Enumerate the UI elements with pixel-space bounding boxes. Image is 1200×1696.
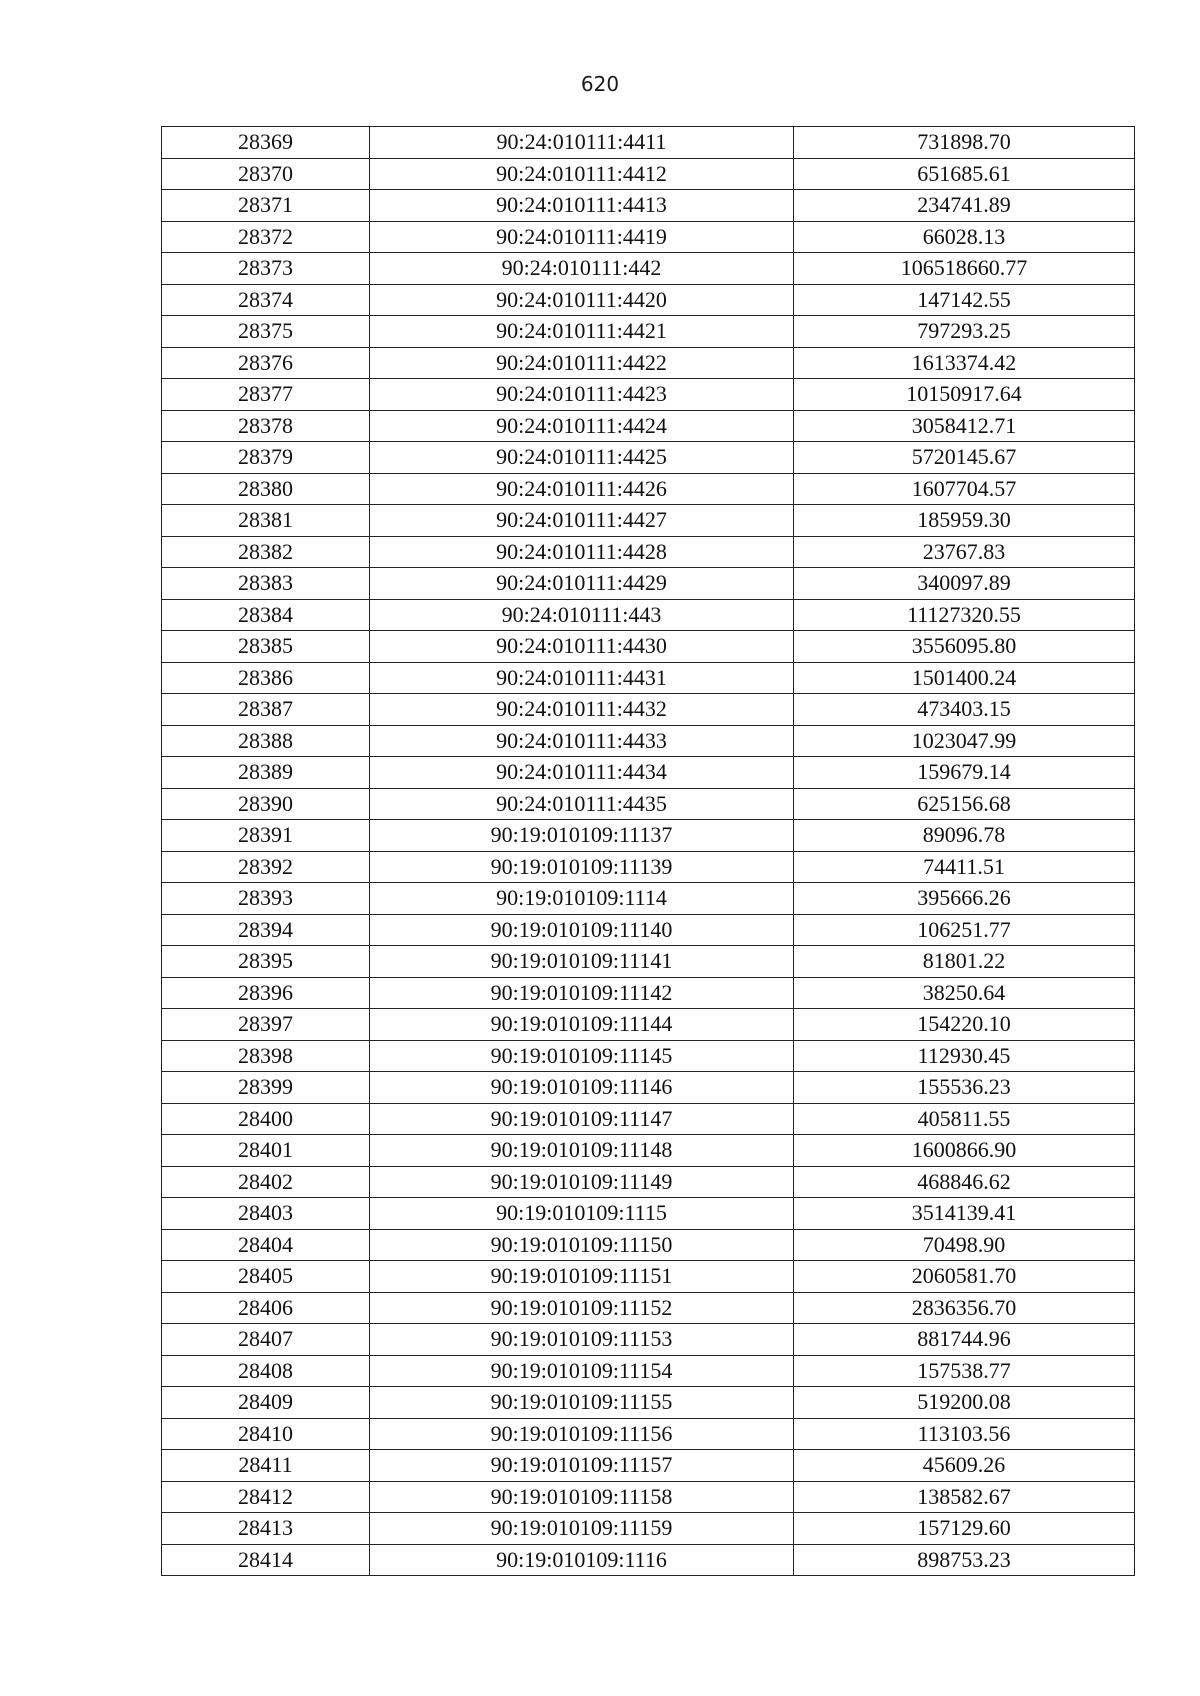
table-row bbox=[162, 977, 1135, 1009]
value-cell: 1607704.57 bbox=[794, 473, 1135, 505]
table-row bbox=[162, 788, 1135, 820]
table-row bbox=[162, 946, 1135, 978]
table-row bbox=[162, 1040, 1135, 1072]
row-number-cell: 28380 bbox=[162, 473, 370, 505]
table-row bbox=[162, 1324, 1135, 1356]
table-row bbox=[162, 662, 1135, 694]
row-number-cell: 28392 bbox=[162, 851, 370, 883]
value-cell: 468846.62 bbox=[794, 1166, 1135, 1198]
value-cell: 881744.96 bbox=[794, 1324, 1135, 1356]
row-number-cell: 28378 bbox=[162, 410, 370, 442]
row-number-cell: 28373 bbox=[162, 253, 370, 285]
cadastral-number-cell: 90:19:010109:11141 bbox=[370, 946, 794, 978]
value-cell: 3058412.71 bbox=[794, 410, 1135, 442]
table-row bbox=[162, 1481, 1135, 1513]
table-row bbox=[162, 725, 1135, 757]
value-cell: 157129.60 bbox=[794, 1513, 1135, 1545]
cadastral-number-cell: 90:24:010111:4431 bbox=[370, 662, 794, 694]
value-cell: 1501400.24 bbox=[794, 662, 1135, 694]
table-row bbox=[162, 1103, 1135, 1135]
row-number-cell: 28402 bbox=[162, 1166, 370, 1198]
row-number-cell: 28386 bbox=[162, 662, 370, 694]
value-cell: 1600866.90 bbox=[794, 1135, 1135, 1167]
cadastral-number-cell: 90:24:010111:4425 bbox=[370, 442, 794, 474]
cadastral-number-cell: 90:19:010109:11142 bbox=[370, 977, 794, 1009]
row-number-cell: 28394 bbox=[162, 914, 370, 946]
row-number-cell: 28414 bbox=[162, 1544, 370, 1576]
cadastral-number-cell: 90:19:010109:11159 bbox=[370, 1513, 794, 1545]
table-row bbox=[162, 1513, 1135, 1545]
row-number-cell: 28391 bbox=[162, 820, 370, 852]
table-body bbox=[162, 127, 1135, 1576]
value-cell: 3514139.41 bbox=[794, 1198, 1135, 1230]
cadastral-number-cell: 90:24:010111:4433 bbox=[370, 725, 794, 757]
value-cell: 625156.68 bbox=[794, 788, 1135, 820]
row-number-cell: 28384 bbox=[162, 599, 370, 631]
value-cell: 234741.89 bbox=[794, 190, 1135, 222]
cadastral-number-cell: 90:19:010109:11139 bbox=[370, 851, 794, 883]
row-number-cell: 28385 bbox=[162, 631, 370, 663]
row-number-cell: 28403 bbox=[162, 1198, 370, 1230]
cadastral-number-cell: 90:19:010109:11147 bbox=[370, 1103, 794, 1135]
cadastral-number-cell: 90:19:010109:1114 bbox=[370, 883, 794, 915]
value-cell: 113103.56 bbox=[794, 1418, 1135, 1450]
cadastral-number-cell: 90:24:010111:4429 bbox=[370, 568, 794, 600]
table-row bbox=[162, 1009, 1135, 1041]
table-row bbox=[162, 914, 1135, 946]
value-cell: 89096.78 bbox=[794, 820, 1135, 852]
row-number-cell: 28374 bbox=[162, 284, 370, 316]
row-number-cell: 28408 bbox=[162, 1355, 370, 1387]
table-row bbox=[162, 158, 1135, 190]
value-cell: 395666.26 bbox=[794, 883, 1135, 915]
value-cell: 340097.89 bbox=[794, 568, 1135, 600]
value-cell: 74411.51 bbox=[794, 851, 1135, 883]
cadastral-number-cell: 90:19:010109:11146 bbox=[370, 1072, 794, 1104]
value-cell: 106251.77 bbox=[794, 914, 1135, 946]
row-number-cell: 28382 bbox=[162, 536, 370, 568]
table-row bbox=[162, 599, 1135, 631]
row-number-cell: 28369 bbox=[162, 127, 370, 159]
cadastral-number-cell: 90:19:010109:11152 bbox=[370, 1292, 794, 1324]
cadastral-number-cell: 90:24:010111:4420 bbox=[370, 284, 794, 316]
row-number-cell: 28396 bbox=[162, 977, 370, 1009]
value-cell: 519200.08 bbox=[794, 1387, 1135, 1419]
cadastral-number-cell: 90:19:010109:11149 bbox=[370, 1166, 794, 1198]
row-number-cell: 28381 bbox=[162, 505, 370, 537]
cadastral-number-cell: 90:24:010111:4424 bbox=[370, 410, 794, 442]
cadastral-number-cell: 90:24:010111:4432 bbox=[370, 694, 794, 726]
value-cell: 651685.61 bbox=[794, 158, 1135, 190]
table-row bbox=[162, 221, 1135, 253]
table-row bbox=[162, 1261, 1135, 1293]
row-number-cell: 28393 bbox=[162, 883, 370, 915]
table-row bbox=[162, 1229, 1135, 1261]
cadastral-number-cell: 90:24:010111:4435 bbox=[370, 788, 794, 820]
row-number-cell: 28397 bbox=[162, 1009, 370, 1041]
table-row bbox=[162, 442, 1135, 474]
value-cell: 157538.77 bbox=[794, 1355, 1135, 1387]
value-cell: 731898.70 bbox=[794, 127, 1135, 159]
cadastral-number-cell: 90:19:010109:11151 bbox=[370, 1261, 794, 1293]
value-cell: 185959.30 bbox=[794, 505, 1135, 537]
cadastral-number-cell: 90:19:010109:11137 bbox=[370, 820, 794, 852]
cadastral-number-cell: 90:19:010109:11150 bbox=[370, 1229, 794, 1261]
cadastral-number-cell: 90:24:010111:4412 bbox=[370, 158, 794, 190]
row-number-cell: 28411 bbox=[162, 1450, 370, 1482]
table-row bbox=[162, 505, 1135, 537]
table-row bbox=[162, 410, 1135, 442]
table-row bbox=[162, 568, 1135, 600]
value-cell: 70498.90 bbox=[794, 1229, 1135, 1261]
value-cell: 138582.67 bbox=[794, 1481, 1135, 1513]
cadastral-number-cell: 90:24:010111:4423 bbox=[370, 379, 794, 411]
page-number: 620 bbox=[580, 72, 620, 96]
row-number-cell: 28395 bbox=[162, 946, 370, 978]
table-row bbox=[162, 1544, 1135, 1576]
table-row bbox=[162, 473, 1135, 505]
cadastral-number-cell: 90:24:010111:4413 bbox=[370, 190, 794, 222]
row-number-cell: 28409 bbox=[162, 1387, 370, 1419]
table-row bbox=[162, 1166, 1135, 1198]
row-number-cell: 28371 bbox=[162, 190, 370, 222]
cadastral-number-cell: 90:19:010109:11158 bbox=[370, 1481, 794, 1513]
row-number-cell: 28401 bbox=[162, 1135, 370, 1167]
row-number-cell: 28399 bbox=[162, 1072, 370, 1104]
table-row bbox=[162, 1198, 1135, 1230]
table-row bbox=[162, 851, 1135, 883]
row-number-cell: 28379 bbox=[162, 442, 370, 474]
value-cell: 473403.15 bbox=[794, 694, 1135, 726]
row-number-cell: 28404 bbox=[162, 1229, 370, 1261]
row-number-cell: 28405 bbox=[162, 1261, 370, 1293]
value-cell: 2060581.70 bbox=[794, 1261, 1135, 1293]
value-cell: 159679.14 bbox=[794, 757, 1135, 789]
cadastral-number-cell: 90:19:010109:11145 bbox=[370, 1040, 794, 1072]
row-number-cell: 28400 bbox=[162, 1103, 370, 1135]
row-number-cell: 28375 bbox=[162, 316, 370, 348]
cadastral-number-cell: 90:19:010109:11140 bbox=[370, 914, 794, 946]
value-cell: 154220.10 bbox=[794, 1009, 1135, 1041]
table-row bbox=[162, 127, 1135, 159]
cadastral-number-cell: 90:24:010111:4430 bbox=[370, 631, 794, 663]
cadastral-number-cell: 90:19:010109:11153 bbox=[370, 1324, 794, 1356]
value-cell: 405811.55 bbox=[794, 1103, 1135, 1135]
row-number-cell: 28372 bbox=[162, 221, 370, 253]
cadastral-number-cell: 90:24:010111:4411 bbox=[370, 127, 794, 159]
row-number-cell: 28376 bbox=[162, 347, 370, 379]
table-row bbox=[162, 820, 1135, 852]
cadastral-number-cell: 90:19:010109:11148 bbox=[370, 1135, 794, 1167]
value-cell: 5720145.67 bbox=[794, 442, 1135, 474]
row-number-cell: 28370 bbox=[162, 158, 370, 190]
row-number-cell: 28398 bbox=[162, 1040, 370, 1072]
table-row bbox=[162, 1135, 1135, 1167]
table-row bbox=[162, 1418, 1135, 1450]
table-row bbox=[162, 1072, 1135, 1104]
value-cell: 155536.23 bbox=[794, 1072, 1135, 1104]
table-row bbox=[162, 631, 1135, 663]
row-number-cell: 28406 bbox=[162, 1292, 370, 1324]
table-row bbox=[162, 1355, 1135, 1387]
cadastral-number-cell: 90:24:010111:4428 bbox=[370, 536, 794, 568]
value-cell: 797293.25 bbox=[794, 316, 1135, 348]
row-number-cell: 28387 bbox=[162, 694, 370, 726]
cadastral-number-cell: 90:24:010111:4426 bbox=[370, 473, 794, 505]
table-row bbox=[162, 190, 1135, 222]
cadastral-number-cell: 90:19:010109:11155 bbox=[370, 1387, 794, 1419]
value-cell: 10150917.64 bbox=[794, 379, 1135, 411]
value-cell: 898753.23 bbox=[794, 1544, 1135, 1576]
row-number-cell: 28407 bbox=[162, 1324, 370, 1356]
cadastral-number-cell: 90:24:010111:443 bbox=[370, 599, 794, 631]
value-cell: 2836356.70 bbox=[794, 1292, 1135, 1324]
table-row bbox=[162, 379, 1135, 411]
table-row bbox=[162, 883, 1135, 915]
row-number-cell: 28390 bbox=[162, 788, 370, 820]
cadastral-number-cell: 90:19:010109:1116 bbox=[370, 1544, 794, 1576]
row-number-cell: 28412 bbox=[162, 1481, 370, 1513]
table-row bbox=[162, 536, 1135, 568]
value-cell: 11127320.55 bbox=[794, 599, 1135, 631]
cadastral-number-cell: 90:19:010109:1115 bbox=[370, 1198, 794, 1230]
value-cell: 23767.83 bbox=[794, 536, 1135, 568]
cadastral-value-table bbox=[161, 126, 1135, 1576]
cadastral-number-cell: 90:24:010111:4427 bbox=[370, 505, 794, 537]
table-row bbox=[162, 316, 1135, 348]
table-row bbox=[162, 1450, 1135, 1482]
table-row bbox=[162, 757, 1135, 789]
cadastral-number-cell: 90:24:010111:4422 bbox=[370, 347, 794, 379]
table-row bbox=[162, 1292, 1135, 1324]
table-row bbox=[162, 1387, 1135, 1419]
value-cell: 38250.64 bbox=[794, 977, 1135, 1009]
cadastral-number-cell: 90:24:010111:442 bbox=[370, 253, 794, 285]
table-row bbox=[162, 694, 1135, 726]
row-number-cell: 28389 bbox=[162, 757, 370, 789]
cadastral-number-cell: 90:19:010109:11154 bbox=[370, 1355, 794, 1387]
row-number-cell: 28410 bbox=[162, 1418, 370, 1450]
value-cell: 66028.13 bbox=[794, 221, 1135, 253]
value-cell: 147142.55 bbox=[794, 284, 1135, 316]
cadastral-number-cell: 90:19:010109:11157 bbox=[370, 1450, 794, 1482]
cadastral-number-cell: 90:24:010111:4421 bbox=[370, 316, 794, 348]
row-number-cell: 28413 bbox=[162, 1513, 370, 1545]
row-number-cell: 28377 bbox=[162, 379, 370, 411]
row-number-cell: 28383 bbox=[162, 568, 370, 600]
value-cell: 3556095.80 bbox=[794, 631, 1135, 663]
table-row bbox=[162, 253, 1135, 285]
value-cell: 1613374.42 bbox=[794, 347, 1135, 379]
cadastral-number-cell: 90:19:010109:11144 bbox=[370, 1009, 794, 1041]
row-number-cell: 28388 bbox=[162, 725, 370, 757]
table-row bbox=[162, 347, 1135, 379]
cadastral-number-cell: 90:24:010111:4419 bbox=[370, 221, 794, 253]
cadastral-number-cell: 90:19:010109:11156 bbox=[370, 1418, 794, 1450]
value-cell: 112930.45 bbox=[794, 1040, 1135, 1072]
value-cell: 1023047.99 bbox=[794, 725, 1135, 757]
value-cell: 81801.22 bbox=[794, 946, 1135, 978]
value-cell: 45609.26 bbox=[794, 1450, 1135, 1482]
value-cell: 106518660.77 bbox=[794, 253, 1135, 285]
cadastral-number-cell: 90:24:010111:4434 bbox=[370, 757, 794, 789]
table-row bbox=[162, 284, 1135, 316]
